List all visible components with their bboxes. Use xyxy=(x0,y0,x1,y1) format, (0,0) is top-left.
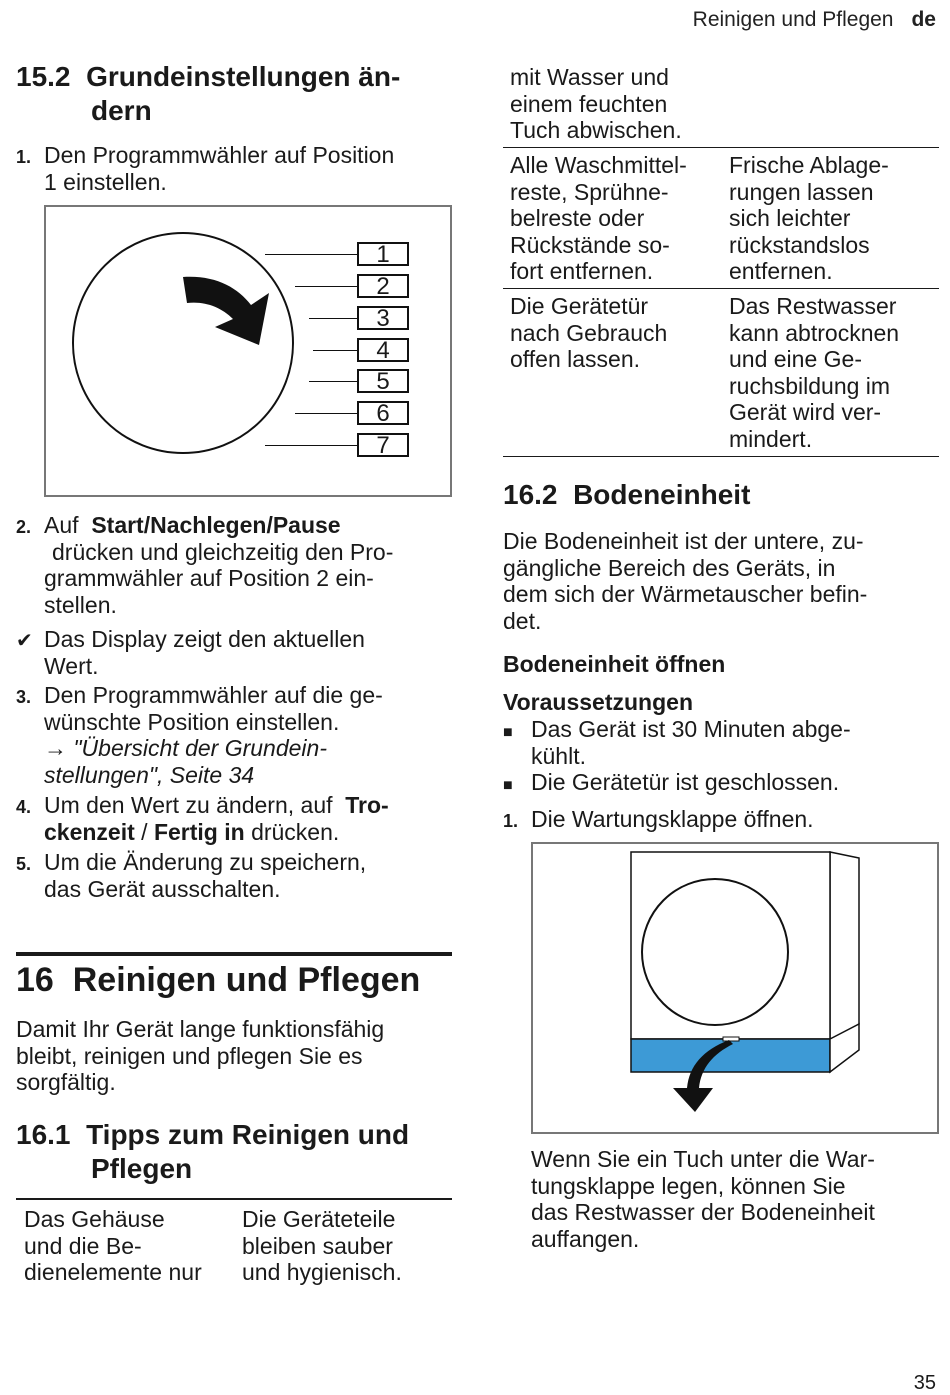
table-bottom-rule xyxy=(503,456,939,457)
table-cell-line: dienelemente nur xyxy=(24,1259,202,1285)
button-label-trockenzeit: ckenzeit xyxy=(44,818,135,845)
tips-row-1-tip-part1 xyxy=(24,1206,234,1286)
table-cell-line: mindert. xyxy=(729,425,813,452)
button-label-pause: Pause xyxy=(272,512,341,538)
step-text-line: wünschte Position einstellen. xyxy=(44,708,340,735)
heading-16 xyxy=(16,960,456,1000)
position-leader-line xyxy=(265,254,357,255)
cross-reference-link[interactable]: stellungen", Seite 34 xyxy=(44,761,255,788)
dryer-illustration xyxy=(533,844,937,1132)
step-text-line: das Gerät ausschalten. xyxy=(44,875,281,902)
table-cell-line: fort entfernen. xyxy=(510,258,654,284)
prerequisites-heading: Voraussetzungen xyxy=(503,689,693,715)
position-leader-line xyxy=(309,381,357,382)
table-cell-line: entfernen. xyxy=(729,258,833,284)
tips-row-2-tip xyxy=(510,152,725,285)
table-cell-line: kann abtrocknen xyxy=(729,319,900,346)
check-icon: ✔ xyxy=(16,630,33,652)
intro-16-2 xyxy=(503,528,943,634)
running-head-title: Reinigen und Pflegen xyxy=(692,8,894,31)
position-leader-line xyxy=(295,286,357,287)
position-leader-line xyxy=(295,413,357,414)
table-cell-line: und die Be- xyxy=(24,1232,142,1259)
step-text-line: stellen. xyxy=(44,591,117,618)
heading-16-2-title: Bodeneinheit xyxy=(573,479,751,510)
table-cell-line: Die Geräteteile xyxy=(242,1206,396,1232)
heading-15-2-title-line2: dern xyxy=(91,95,152,126)
note-text-line: Wenn Sie ein Tuch unter die War- xyxy=(531,1146,875,1172)
heading-16-1 xyxy=(16,1118,456,1186)
step-number: 4. xyxy=(16,797,32,817)
tips-row-1-benefit xyxy=(242,1206,452,1286)
chapter-rule xyxy=(16,952,452,956)
table-cell-line: offen lassen. xyxy=(510,346,641,372)
step-text-line: 1 einstellen. xyxy=(44,168,167,195)
table-row-rule xyxy=(503,147,939,148)
table-cell-line: bleiben sauber xyxy=(242,1232,393,1259)
step-16-2-1 xyxy=(503,806,943,834)
label-separator: / xyxy=(141,818,148,845)
prerequisite-item xyxy=(503,769,943,797)
table-cell-line: mit Wasser und xyxy=(510,64,669,90)
step-15-2-3 xyxy=(16,682,456,792)
heading-15-2 xyxy=(16,60,456,128)
heading-16-title: Reinigen und Pflegen xyxy=(72,961,421,999)
step-number: 2. xyxy=(16,517,32,537)
note-text-line: auffangen. xyxy=(531,1225,640,1252)
subheading-bodeneinheit-oeffnen: Bodeneinheit öffnen xyxy=(503,651,726,677)
language-code: de xyxy=(911,8,936,31)
heading-16-1-title-line2: Pflegen xyxy=(91,1153,193,1184)
intro-text-line: gängliche Bereich des Geräts, in xyxy=(503,554,836,581)
step-number: 5. xyxy=(16,854,32,874)
step-text: Um den Wert zu ändern, auf xyxy=(44,792,333,818)
prerequisite-item xyxy=(503,716,943,772)
result-text-line: Wert. xyxy=(44,652,99,679)
heading-16-1-number: 16.1 xyxy=(16,1119,71,1150)
step-15-2-4 xyxy=(16,792,456,848)
table-row-rule xyxy=(503,288,939,289)
cross-reference-link[interactable]: "Übersicht der Grundein- xyxy=(73,735,327,761)
tips-row-3-tip xyxy=(510,293,725,373)
prerequisite-text-line: Die Gerätetür ist geschlossen. xyxy=(531,769,840,795)
table-cell-line: rungen lassen xyxy=(729,178,874,205)
table-cell-line: Frische Ablage- xyxy=(729,152,889,178)
label-separator: / xyxy=(266,512,273,538)
position-leader-line xyxy=(309,318,357,319)
table-cell-line: Die Gerätetür xyxy=(510,293,649,319)
table-cell-line: Alle Waschmittel- xyxy=(510,152,687,178)
step-number: 3. xyxy=(16,687,32,707)
button-label-nachlegen: Nachlegen xyxy=(150,512,267,538)
bullet-icon: ■ xyxy=(503,724,513,741)
button-label-start: Start xyxy=(91,512,144,538)
table-cell-line: rückstandslos xyxy=(729,231,870,258)
rotate-arrow-icon xyxy=(175,265,275,355)
tips-row-1-tip-part2 xyxy=(510,64,720,144)
table-cell-line: nach Gebrauch xyxy=(510,319,668,346)
intro-text-line: dem sich der Wärmetauscher befin- xyxy=(503,581,868,607)
position-leader-line xyxy=(313,350,357,351)
step-number: 1. xyxy=(503,811,519,831)
table-top-rule xyxy=(16,1198,452,1200)
button-label-trockenzeit: Tro- xyxy=(345,792,389,818)
running-head xyxy=(693,8,936,32)
step-text-line: grammwähler auf Position 2 ein- xyxy=(44,565,374,591)
reference-arrow-icon: → xyxy=(44,735,67,761)
heading-15-2-number: 15.2 xyxy=(16,61,71,92)
intro-text-line: Damit Ihr Gerät lange funktionsfähig xyxy=(16,1016,385,1042)
intro-text-line: bleibt, reinigen und pflegen Sie es xyxy=(16,1042,363,1069)
table-cell-line: Das Gehäuse xyxy=(24,1206,165,1232)
result-display xyxy=(16,626,456,682)
note-text-line: das Restwasser der Bodeneinheit xyxy=(531,1199,875,1225)
table-cell-line: sich leichter xyxy=(729,205,851,231)
heading-16-1-title-line1: Tipps zum Reinigen und xyxy=(86,1119,410,1150)
step-15-2-2 xyxy=(16,512,456,622)
label-separator: / xyxy=(143,512,151,538)
table-cell-line: und eine Ge- xyxy=(729,346,862,372)
step-15-2-5 xyxy=(16,849,456,905)
table-cell-line: Rückstände so- xyxy=(510,231,670,258)
table-cell-line: ruchsbildung im xyxy=(729,372,891,399)
step-text: Auf xyxy=(44,512,79,538)
prerequisite-text-line: Das Gerät ist 30 Minuten abge- xyxy=(531,716,851,742)
step-text-line: drücken und gleichzeitig den Pro- xyxy=(52,538,394,565)
dial-position-6: 6 xyxy=(357,401,409,425)
table-cell-line: einem feuchten xyxy=(510,90,668,117)
heading-16-number: 16 xyxy=(16,961,54,999)
tips-row-3-benefit xyxy=(729,293,939,452)
intro-text-line: sorgfältig. xyxy=(16,1069,116,1095)
note-text-line: tungsklappe legen, können Sie xyxy=(531,1172,846,1199)
bullet-icon: ■ xyxy=(503,777,513,794)
table-cell-line: Tuch abwischen. xyxy=(510,117,682,143)
dial-position-4: 4 xyxy=(357,338,409,362)
prerequisite-text-line: kühlt. xyxy=(531,742,586,769)
dial-position-3: 3 xyxy=(357,306,409,330)
table-cell-line: und hygienisch. xyxy=(242,1259,402,1285)
table-cell-line: belreste oder xyxy=(510,205,645,231)
step-15-2-1 xyxy=(16,142,456,198)
button-label-fertig-in: Fertig in xyxy=(153,818,245,845)
step-number: 1. xyxy=(16,147,32,167)
dial-position-2: 2 xyxy=(357,274,409,298)
tips-row-2-benefit xyxy=(729,152,939,285)
step-text-line: Den Programmwähler auf Position xyxy=(44,142,395,168)
intro-16 xyxy=(16,1016,456,1096)
intro-text-line: det. xyxy=(503,607,542,634)
dial-position-1: 1 xyxy=(357,242,409,266)
step-text-line: Die Wartungsklappe öffnen. xyxy=(531,806,814,832)
intro-text-line: Die Bodeneinheit ist der untere, zu- xyxy=(503,528,864,554)
heading-16-2-number: 16.2 xyxy=(503,479,558,510)
heading-16-2 xyxy=(503,478,943,512)
step-text-line: Den Programmwähler auf die ge- xyxy=(44,682,383,708)
step-text: drücken. xyxy=(251,818,340,845)
heading-15-2-title-line1: Grundeinstellungen än- xyxy=(86,61,401,92)
page-number: 35 xyxy=(913,1372,936,1394)
table-cell-line: Gerät wird ver- xyxy=(729,399,882,425)
dial-position-7: 7 xyxy=(357,433,409,457)
step-text-line: Um die Änderung zu speichern, xyxy=(44,849,367,875)
result-text-line: Das Display zeigt den aktuellen xyxy=(44,626,365,652)
table-cell-line: Das Restwasser xyxy=(729,293,897,319)
table-cell-line: reste, Sprühne- xyxy=(510,178,669,205)
note-16-2 xyxy=(531,1146,941,1252)
position-leader-line xyxy=(265,445,357,446)
dial-position-5: 5 xyxy=(357,369,409,393)
